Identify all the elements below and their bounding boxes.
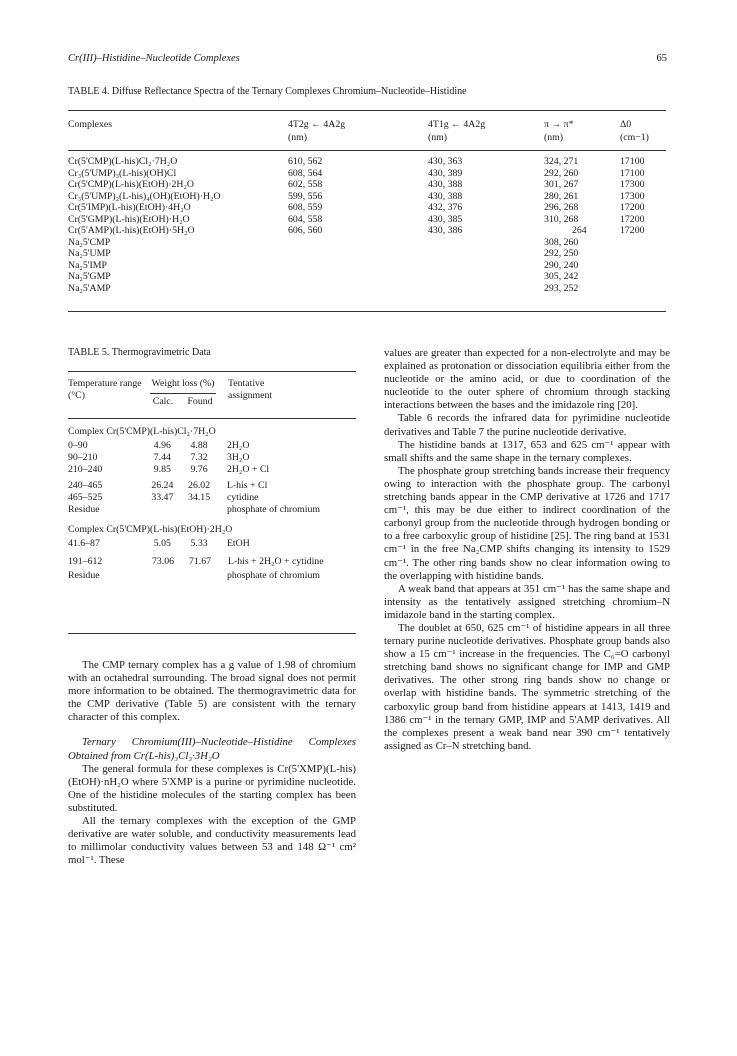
t5-h-assign: Tentative assignment bbox=[228, 378, 273, 401]
table-row: Cr(5'GMP)(L-his)(EtOH)·H₂O 604, 558 430, 385 310, 268 17200 bbox=[68, 213, 645, 225]
table4-caption: TABLE 4. Diffuse Reflectance Spectra of the Ternary Complexes Chromium–Nucleotide–Histidine bbox=[68, 86, 467, 97]
t5-group2: Complex Cr(5'CMP)(L-his)(EtOH)·2H₂O bbox=[68, 524, 233, 535]
table4-bottom-rule bbox=[68, 311, 666, 312]
table-row: 240–465 26.24 26.02 L-his + Cl bbox=[68, 480, 268, 491]
table4-top-rule bbox=[68, 110, 666, 111]
table4-header bbox=[68, 118, 666, 144]
table4-body bbox=[68, 156, 666, 294]
t5-group1: Complex Cr(5'CMP)(L-his)Cl₂·7H₂O bbox=[68, 426, 216, 437]
left-paragraph-1: The CMP ternary complex has a g value of 1.98 of chromium with an octahedral surrounding. The broad signal does not permit more information to be obtained. The thermogravimetric data for the CMP derivative (Table 5) are consistent with the ternary character of this complex. bbox=[68, 659, 356, 724]
table-row: Cr(5'AMP)(L-his)(EtOH)·5H₂O 606, 560 430, 386 264 17200 bbox=[68, 225, 645, 236]
table-row: Cr(5'CMP)(L-his)(EtOH)·2H₂O 602, 558 430, 388 301, 267 17300 bbox=[68, 179, 645, 190]
section-heading: Ternary Chromium(III)–Nucleotide–Histidine Complexes Obtained from Cr(L-his)₃Cl₃·3H₂O bbox=[68, 736, 356, 762]
table-row: Na₂5'GMP 305, 242 bbox=[68, 271, 579, 282]
t4-h3: 4T1g ← 4A2g (nm) bbox=[428, 119, 486, 143]
page-number: 65 bbox=[656, 53, 667, 64]
t4-h2: 4T2g ← 4A2g (nm) bbox=[288, 119, 346, 143]
right-paragraph-5: A weak band that appears at 351 cm⁻¹ has the same shape and intensity as the tentatively assigned stretching chromium–N imidazole band in the starting complex. bbox=[384, 582, 670, 621]
right-paragraph-3: The histidine bands at 1317, 653 and 625 cm⁻¹ appear with small shifts and the same shape in the ternary complexes. bbox=[384, 438, 670, 464]
table5-head-rule bbox=[68, 418, 356, 419]
table5-top-rule bbox=[68, 371, 356, 372]
left-paragraph-3: All the ternary complexes with the exception of the GMP derivative are water soluble, and conductivity measurements lead to millimolar conductivity values between 53 and 148 Ω⁻¹ cm² mol⁻¹. These bbox=[68, 815, 356, 867]
table-row: Na₂5'UMP 292, 250 bbox=[68, 248, 579, 259]
table-row: Na₂5'AMP 293, 252 bbox=[68, 282, 579, 294]
t4-h1: Complexes bbox=[68, 119, 113, 130]
t5-h-temp: Temperature range (°C) bbox=[68, 378, 142, 401]
table-row: 465–525 33.47 34.15 cytidine bbox=[68, 492, 259, 503]
table-row: Na₂5'CMP 308, 260 bbox=[68, 236, 579, 248]
running-title: Cr(III)–Histidine–Nucleotide Complexes bbox=[68, 53, 240, 64]
table5-bottom-rule bbox=[68, 633, 356, 634]
table-row: Residue phosphate of chromium bbox=[68, 570, 320, 581]
t4-h4: π → π* (nm) bbox=[544, 119, 574, 143]
table-row: Cr₃(5'UMP)₃(L-his)(OH)Cl 608, 564 430, 389 292, 260 17100 bbox=[68, 167, 645, 179]
table4-head-rule bbox=[68, 150, 666, 151]
table-row: 90–210 7.44 7.32 3H₂O bbox=[68, 452, 250, 463]
table-row: 0–90 4.96 4.88 2H₂O bbox=[68, 440, 250, 451]
left-column bbox=[68, 659, 356, 867]
table-row: 191–612 73.06 71.67 L-his + 2H₂O + cytidine bbox=[68, 556, 324, 567]
right-paragraph-1: values are greater than expected for a non-electrolyte and may be explained as protonation or dissociation equilibria either from the nucleotide or the amino acid, or due to coordination of the nucleotide to the outer sphere of chromium through stacking interactions between the bases and the imidazole ring [20]. bbox=[384, 347, 670, 412]
t5-h-weight: Weight loss (%) Calc. Found bbox=[151, 378, 215, 407]
running-header bbox=[68, 53, 667, 69]
table-row: Cr(5'CMP)(L-his)Cl₂·7H₂O 610, 562 430, 363 324, 271 17100 bbox=[68, 156, 645, 167]
right-paragraph-4: The phosphate group stretching bands increase their frequency owing to interaction with the phosphate group. The carbonyl stretching bands appear in the CMP derivative at 1726 and 1717 cm⁻¹, this may be due either to indirect coordination of the carbonyl group from the nucleotide through hydrogen bonding or to a free carboxylic group of histidine [25]. The ring band at 1531 cm⁻¹ in the free Na₂CMP shifts changing its intensity to 1529 cm⁻¹. The other ring bands show no clear information owing to the overlapping with histidine bands. bbox=[384, 464, 670, 582]
right-column bbox=[384, 347, 670, 753]
table-row: Na₂5'IMP 290, 240 bbox=[68, 259, 579, 271]
table-row: 41.6–87 5.05 5.33 EtOH bbox=[68, 538, 250, 549]
table5-header bbox=[68, 378, 356, 408]
table-row: Cr₃(5'UMP)₂(L-his)₄(OH)(EtOH)·H₂O 599, 556 430, 388 280, 261 17300 bbox=[68, 190, 645, 202]
table-row: Residue phosphate of chromium bbox=[68, 504, 320, 515]
table-row: Cr(5'IMP)(L-his)(EtOH)·4H₂O 608, 559 432, 376 296, 268 17200 bbox=[68, 202, 645, 213]
right-paragraph-6: The doublet at 650, 625 cm⁻¹ of histidine appears in all three ternary purine nucleotide derivatives. Phosphate group bands also show a 15 cm⁻¹ increase in the frequencies. The C₆=O carbonyl stretching band shows no significant change for IMP and GMP derivatives. The other strong ring bands show no change or overlap with histidine bands. The symmetric stretching of the carboxylic group band from histidine appears at 1413, 1419 and 1386 cm⁻¹ in the ternary GMP, IMP and 5'AMP derivatives. All the complexes present a weak band near 390 cm⁻¹ tentatively assigned as Cr–N stretching band. bbox=[384, 621, 670, 752]
table5-caption: TABLE 5. Thermogravimetric Data bbox=[68, 347, 211, 358]
t4-h5: Δ0 (cm−1) bbox=[620, 119, 649, 143]
right-paragraph-2: Table 6 records the infrared data for pyrimidine nucleotide derivatives and Table 7 the purine nucleotide derivative. bbox=[384, 412, 670, 438]
table5-body bbox=[68, 424, 356, 582]
table-row: 210–240 9.85 9.76 2H₂O + Cl bbox=[68, 464, 270, 475]
left-paragraph-2: The general formula for these complexes is Cr(5'XMP)(L-his)(EtOH)·nH₂O where 5'XMP is a purine or pyrimidine nucleotide. One of the histidine molecules of the starting complex has been substituted. bbox=[68, 762, 356, 814]
